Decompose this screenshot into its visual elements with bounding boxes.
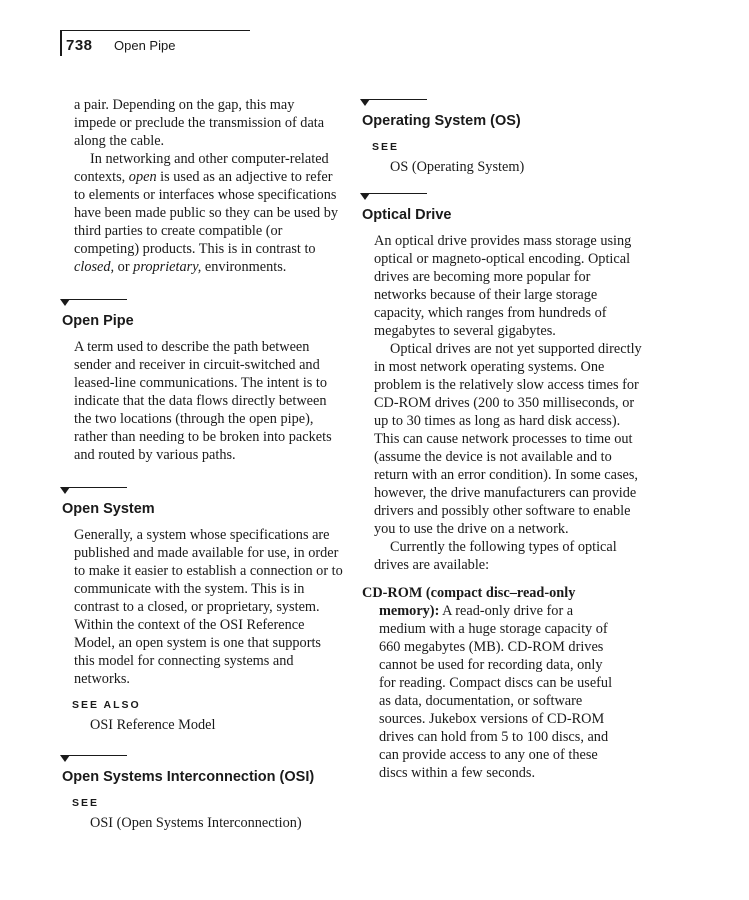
- entry-rule: [365, 193, 427, 194]
- see-label: SEE: [72, 797, 100, 809]
- italic-term: closed,: [74, 259, 115, 275]
- continued-line: impede or preclude the transmission of data: [74, 115, 325, 131]
- see-also-reference: OSI Reference Model: [90, 717, 216, 733]
- entry-rule: [65, 487, 127, 488]
- triangle-bullet-icon: [360, 99, 370, 106]
- entry-rule: [365, 99, 427, 100]
- entry-title-optical-drive: Optical Drive: [362, 207, 452, 223]
- continued-paragraph: [74, 96, 344, 150]
- continued-line: a pair. Depending on the gap, this may: [74, 97, 295, 113]
- cdrom-definition: [362, 584, 614, 782]
- open-system-definition: Generally, a system whose specifications are published and made available for use, in order to make it easier to establish a connection or to communicate with the system. This is in contrast to a closed, or proprietary, system. Within the context of the OSI Reference Model, an open system is one that supports this model for connecting systems and networks.: [74, 527, 343, 687]
- optical-drive-paragraph-3: Currently the following types of optical drives are available:: [374, 539, 617, 573]
- italic-term: proprietary,: [133, 259, 202, 275]
- triangle-bullet-icon: [60, 755, 70, 762]
- entry-title-osi: Open Systems Interconnection (OSI): [62, 769, 315, 785]
- cdrom-term: CD-ROM (compact disc–read-only memory):: [362, 585, 576, 619]
- optical-drive-paragraph-2: Optical drives are not yet supported directly in most network operating systems. One problem is the relatively slow access times for CD-ROM drives (200 to 350 milliseconds, or up to 30 times as long as hard disk access). This can cause network processes to time out (assume the device is not available and to return with an error condition). In some cases, however, the drive manufacturers can provide drivers and possibly other software to enable you to use the drive on a network.: [374, 341, 642, 537]
- entry-marker: [62, 296, 352, 310]
- entry-rule: [65, 755, 127, 756]
- see-reference: OSI (Open Systems Interconnection): [90, 815, 302, 831]
- running-header: [60, 30, 260, 58]
- triangle-bullet-icon: [360, 193, 370, 200]
- entry-marker: [362, 190, 652, 204]
- text-run: or: [114, 259, 134, 275]
- open-pipe-definition: A term used to describe the path between sender and receiver in circuit-switched and leased-line communications. The intent is to indicate that the data flows directly between the two locations (through the open pipe), rather than needing to be broken into packets and routed by various paths.: [74, 339, 332, 463]
- optical-drive-paragraph-1: An optical drive provides mass storage using optical or magneto-optical encoding. Optical drives are becoming more popular for networks because of their large storage capacity, which ranges from hundreds of megabytes to several gigabytes.: [374, 233, 632, 339]
- entry-marker: [62, 752, 352, 766]
- header-rule-horizontal: [60, 30, 250, 31]
- entry-marker: [62, 484, 352, 498]
- text-run: environments.: [201, 259, 287, 275]
- page-number: 738: [66, 37, 93, 54]
- entry-rule: [65, 299, 127, 300]
- entry-marker: [362, 96, 652, 110]
- entry-title-operating-system: Operating System (OS): [362, 113, 521, 129]
- entry-title-open-pipe: Open Pipe: [62, 313, 134, 329]
- see-also-label: SEE ALSO: [72, 699, 141, 711]
- header-rule-vertical: [60, 30, 62, 56]
- open-definition-paragraph: [74, 150, 346, 276]
- running-title: Open Pipe: [114, 38, 176, 53]
- triangle-bullet-icon: [60, 487, 70, 494]
- right-column: [362, 96, 652, 782]
- cdrom-text: A read-only drive for a medium with a huge storage capacity of 660 megabytes (MB). CD-ROM drives cannot be used for recording data, only for reading. Compact discs can be useful as data, documentation, or software sources. Jukebox versions of CD-ROM drives can hold from 5 to 100 discs, and can provide access to any one of these discs within a few seconds.: [379, 603, 613, 781]
- triangle-bullet-icon: [60, 299, 70, 306]
- text-run: is used as an adjective to refer to elements or interfaces whose specifications have been made public so they can be used by third parties to create compatible (or competing) products. This is in contrast to: [74, 169, 339, 257]
- text-run: In networking and other computer-related contexts,: [74, 151, 329, 185]
- entry-title-open-system: Open System: [62, 501, 155, 517]
- left-column: [62, 96, 352, 832]
- continued-line: along the cable.: [74, 133, 165, 149]
- see-reference: OS (Operating System): [390, 159, 525, 175]
- italic-term: open: [128, 169, 157, 185]
- see-label: SEE: [372, 141, 400, 153]
